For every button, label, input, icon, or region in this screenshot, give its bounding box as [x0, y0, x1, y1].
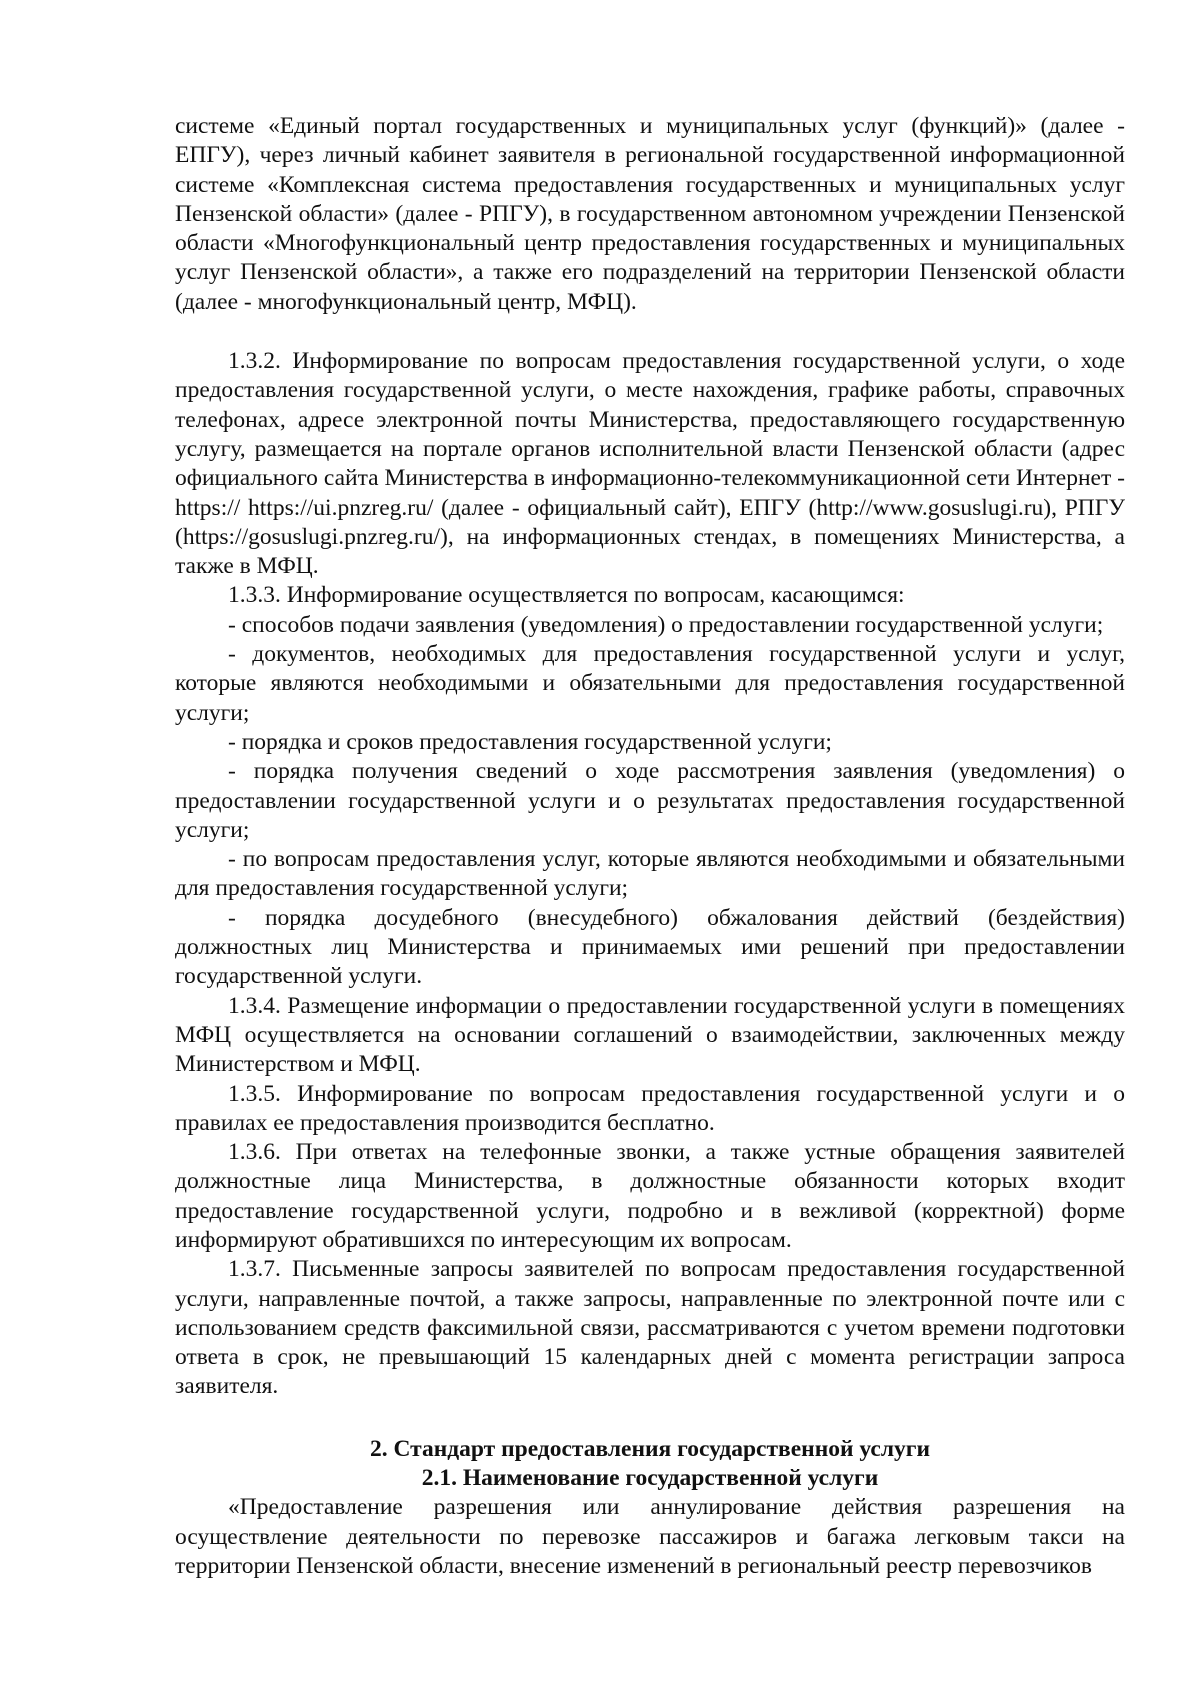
paragraph-1-3-7: 1.3.7. Письменные запросы заявителей по вопросам предоставления государственной услуги, направленные почтой, а также запросы, направленные по электронной почте или с использованием средств факсимильной связи, рассматриваются с учетом времени подготовки ответа в срок, не превышающий 15 календарных дней с момента регистрации запроса заявителя.	[175, 1256, 1125, 1400]
list-item: - порядка досудебного (внесудебного) обжалования действий (бездействия) должностных лиц Министерства и принимаемых ими решений при предоставлении государственной услуги.	[175, 904, 1125, 990]
paragraph-1-3-3: 1.3.3. Информирование осуществляется по вопросам, касающимся:	[228, 582, 905, 609]
paragraph-gap	[175, 317, 1125, 347]
list-item: - порядка получения сведений о ходе рассмотрения заявления (уведомления) о предоставлении государственной услуги и о результатах предоставления государственной услуги;	[175, 758, 1125, 843]
section-2-heading: 2. Стандарт предоставления государственной услуги	[369, 1435, 931, 1462]
list-item: - документов, необходимых для предоставления государственной услуги и услуг, которые являются необходимыми и обязательными для предоставления государственной услуги;	[175, 641, 1125, 726]
list-item: - способов подачи заявления (уведомления) о предоставлении государственной услуги;	[228, 611, 1104, 638]
paragraph-1-3-5: 1.3.5. Информирование по вопросам предоставления государственной услуги и о правилах ее предоставления производится бесплатно.	[175, 1080, 1125, 1136]
paragraph-2-1: «Предоставление разрешения или аннулирование действия разрешения на осуществление деятельности по перевозке пассажиров и багажа легковым такси на территории Пензенской области, внесение изменений в региональный реестр перевозчиков	[175, 1494, 1125, 1579]
intro-paragraph: системе «Единый портал государственных и муниципальных услуг (функций)» (далее - ЕПГУ), через личный кабинет заявителя в региональной государственной информационной системе «Комплексная система предоставления государственных и муниципальных услуг Пензенской области» (далее - РПГУ), в государственном автономном учреждении Пензенской области «Многофункциональный центр предоставления государственных и муниципальных услуг Пензенской области», а также его подразделений на территории Пензенской области (далее - многофункциональный центр, МФЦ).	[175, 113, 1125, 315]
paragraph-1-3-2: 1.3.2. Информирование по вопросам предоставления государственной услуги, о ходе предоставления государственной услуги, о месте нахождения, графике работы, справочных телефонах, адресе электронной почты Министерства, предоставляющего государственную услугу, размещается на портале органов исполнительной власти Пензенской области (адрес официального сайта Министерства в информационно-телекоммуникационной сети Интернет - https:// https://ui.pnzreg.ru/ (далее - официальный сайт), ЕПГУ (http://www.gosuslugi.ru), РПГУ (https://gosuslugi.pnzreg.ru/), на информационных стендах, в помещениях Министерства, а также в МФЦ.	[175, 348, 1125, 580]
section-gap	[175, 1402, 1125, 1435]
paragraph-1-3-6: 1.3.6. При ответах на телефонные звонки, а также устные обращения заявителей должностные лица Министерства, в должностные обязанности которых входит предоставление государственной услуги, подробно и в вежливой (корректной) форме информируют обратившихся по интересующим их вопросам.	[175, 1139, 1125, 1253]
list-item: - по вопросам предоставления услуг, которые являются необходимыми и обязательными для предоставления государственной услуги;	[175, 846, 1125, 902]
section-2-1-heading: 2.1. Наименование государственной услуги	[421, 1465, 879, 1492]
paragraph-1-3-4: 1.3.4. Размещение информации о предоставлении государственной услуги в помещениях МФЦ осуществляется на основании соглашений о взаимодействии, заключенных между Министерством и МФЦ.	[175, 992, 1125, 1078]
list-item: - порядка и сроков предоставления государственной услуги;	[228, 728, 832, 755]
document-page	[175, 112, 1125, 1581]
